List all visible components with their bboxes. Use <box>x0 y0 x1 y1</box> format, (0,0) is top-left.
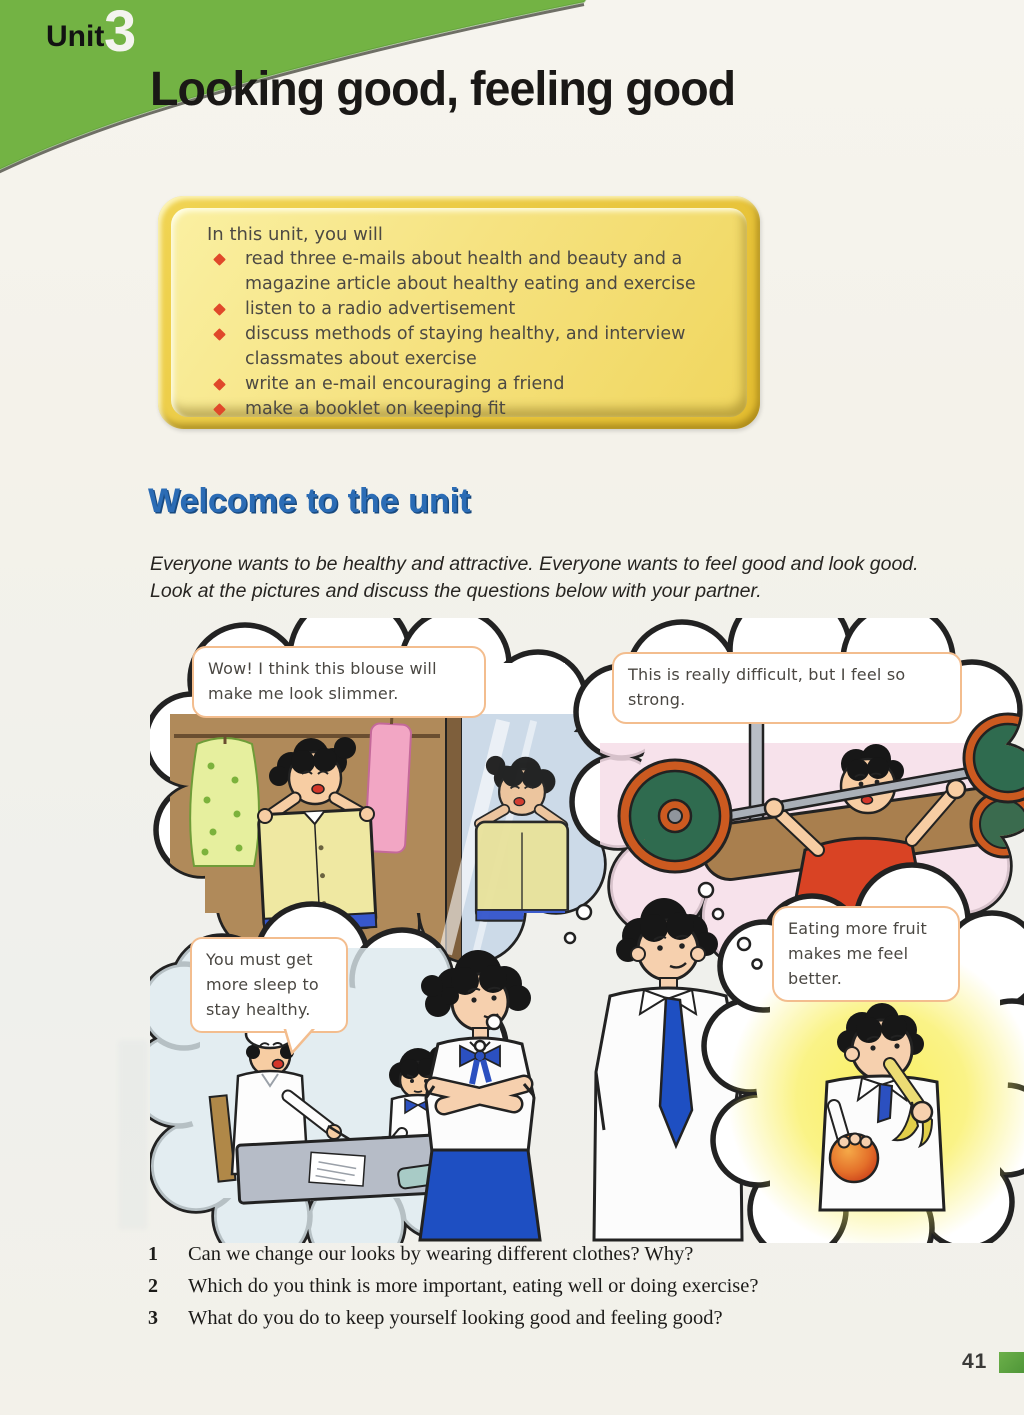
question-text: Can we change our looks by wearing different clothes? Why? <box>188 1243 694 1265</box>
diamond-bullet-icon <box>213 378 226 391</box>
unit-number: 3 <box>104 0 137 64</box>
questions-list <box>148 1243 938 1339</box>
overview-list <box>207 247 727 422</box>
page-number: 41 <box>962 1350 988 1373</box>
weight-plate <box>619 760 731 872</box>
question-text: What do you do to keep yourself looking good and feeling good? <box>188 1307 723 1329</box>
diamond-bullet-icon <box>213 328 226 341</box>
page-corner-mark <box>999 1352 1024 1373</box>
question-row <box>148 1307 938 1330</box>
overview-item-text: listen to a radio advertisement <box>245 299 516 319</box>
speech-bubble-sleep <box>190 937 348 1033</box>
speech-bubble-fruit: Eating more fruit makes me feel better. <box>772 906 960 1002</box>
unit-overview-box <box>158 196 760 429</box>
overview-item <box>207 247 700 297</box>
ghost-text-artifact <box>118 1040 148 1230</box>
overview-item-text: discuss methods of staying healthy, and interview classmates about exercise <box>245 324 686 369</box>
question-number: 1 <box>148 1243 158 1265</box>
overview-intro: In this unit, you will <box>207 224 383 245</box>
unit-overview-panel <box>171 208 747 417</box>
speech-bubble-sleep-text: You must get more sleep to stay healthy. <box>206 950 319 1019</box>
overview-item-text: make a booklet on keeping fit <box>245 399 506 419</box>
diamond-bullet-icon <box>213 253 226 266</box>
overview-item <box>207 372 700 397</box>
overview-item-text: write an e-mail encouraging a friend <box>245 374 565 394</box>
standing-girl <box>420 950 540 1240</box>
question-row <box>148 1243 938 1266</box>
overview-item-text: read three e-mails about health and beauty and a magazine article about healthy eating and exercise <box>245 249 696 294</box>
section-intro-line1: Everyone wants to be healthy and attractive. Everyone wants to feel good and look good. <box>150 553 919 575</box>
overview-item <box>207 322 700 372</box>
question-row <box>148 1275 938 1298</box>
green-dotted-dress <box>190 734 259 866</box>
question-number: 3 <box>148 1307 158 1329</box>
speech-bubble-blouse: Wow! I think this blouse will make me look slimmer. <box>192 646 486 718</box>
section-intro <box>150 551 970 605</box>
speech-bubble-barbell: This is really difficult, but I feel so strong. <box>612 652 962 724</box>
overview-item <box>207 297 700 322</box>
speech-bubble-tail <box>280 1029 320 1055</box>
diamond-bullet-icon <box>213 403 226 416</box>
question-number: 2 <box>148 1275 158 1297</box>
diamond-bullet-icon <box>213 303 226 316</box>
section-heading: Welcome to the unit <box>148 482 471 520</box>
overview-item <box>207 397 700 422</box>
page-title: Looking good, feeling good <box>150 63 736 116</box>
section-intro-line2: Look at the pictures and discuss the questions below with your partner. <box>150 580 762 602</box>
question-text: Which do you think is more important, eating well or doing exercise? <box>188 1275 759 1297</box>
unit-label: Unit <box>46 20 105 53</box>
